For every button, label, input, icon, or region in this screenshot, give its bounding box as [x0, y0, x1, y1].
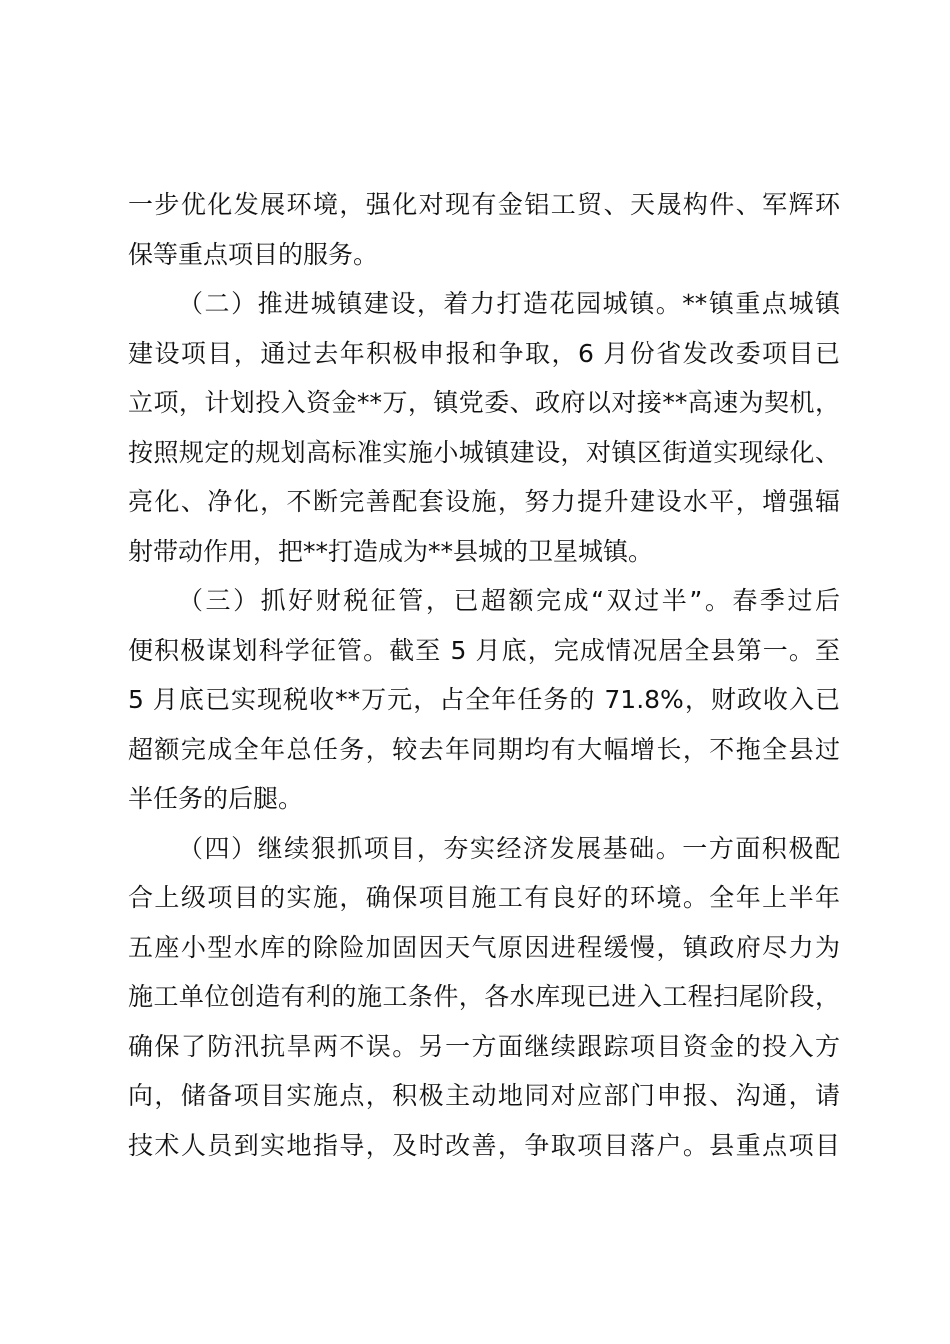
text-line: 建设项目，通过去年积极申报和争取，6 月份省发改委项目已 [128, 338, 840, 368]
paragraph-projects [128, 824, 840, 1171]
text-line: 向，储备项目实施点，积极主动地同对应部门申报、沟通，请 [128, 1081, 840, 1110]
text-line: 射带动作用，把**打造成为**县城的卫星城镇。 [128, 536, 654, 566]
document-page [128, 180, 840, 1170]
paragraph-tax-collection [128, 576, 840, 824]
text-line: 半任务的后腿。 [128, 784, 304, 813]
text-line: 超额完成全年总任务，较去年同期均有大幅增长，不拖全县过 [128, 734, 840, 764]
text-line: 立项，计划投入资金**万，镇党委、政府以对接**高速为契机， [128, 388, 840, 417]
paragraph-continuation [128, 180, 840, 279]
text-line: 保等重点项目的服务。 [128, 239, 379, 269]
text-line: （二）推进城镇建设，着力打造花园城镇。**镇重点城镇 [178, 289, 840, 318]
text-line: 一步优化发展环境，强化对现有金铝工贸、天晟构件、军辉环 [128, 190, 840, 219]
text-line: 五座小型水库的除险加固因天气原因进程缓慢，镇政府尽力为 [128, 932, 840, 962]
text-line: 便积极谋划科学征管。截至 5 月底，完成情况居全县第一。至 [128, 635, 840, 665]
text-line: 确保了防汛抗旱两不误。另一方面继续跟踪项目资金的投入方 [128, 1031, 840, 1061]
paragraph-town-construction [128, 279, 840, 576]
text-line: （四）继续狠抓项目，夯实经济发展基础。一方面积极配 [178, 833, 840, 863]
text-line: 技术人员到实地指导，及时改善，争取项目落户。县重点项目 [128, 1130, 840, 1160]
text-line: 合上级项目的实施，确保项目施工有良好的环境。全年上半年 [128, 883, 840, 912]
text-line: 施工单位创造有利的施工条件，各水库现已进入工程扫尾阶段， [128, 982, 840, 1011]
text-line: 亮化、净化，不断完善配套设施，努力提升建设水平，增强辐 [128, 487, 840, 516]
text-line: （三）抓好财税征管，已超额完成“双过半”。春季过后 [178, 586, 840, 615]
text-line: 按照规定的规划高标准实施小城镇建设，对镇区街道实现绿化、 [128, 437, 840, 467]
text-line: 5 月底已实现税收**万元，占全年任务的 71.8%，财政收入已 [128, 685, 840, 714]
